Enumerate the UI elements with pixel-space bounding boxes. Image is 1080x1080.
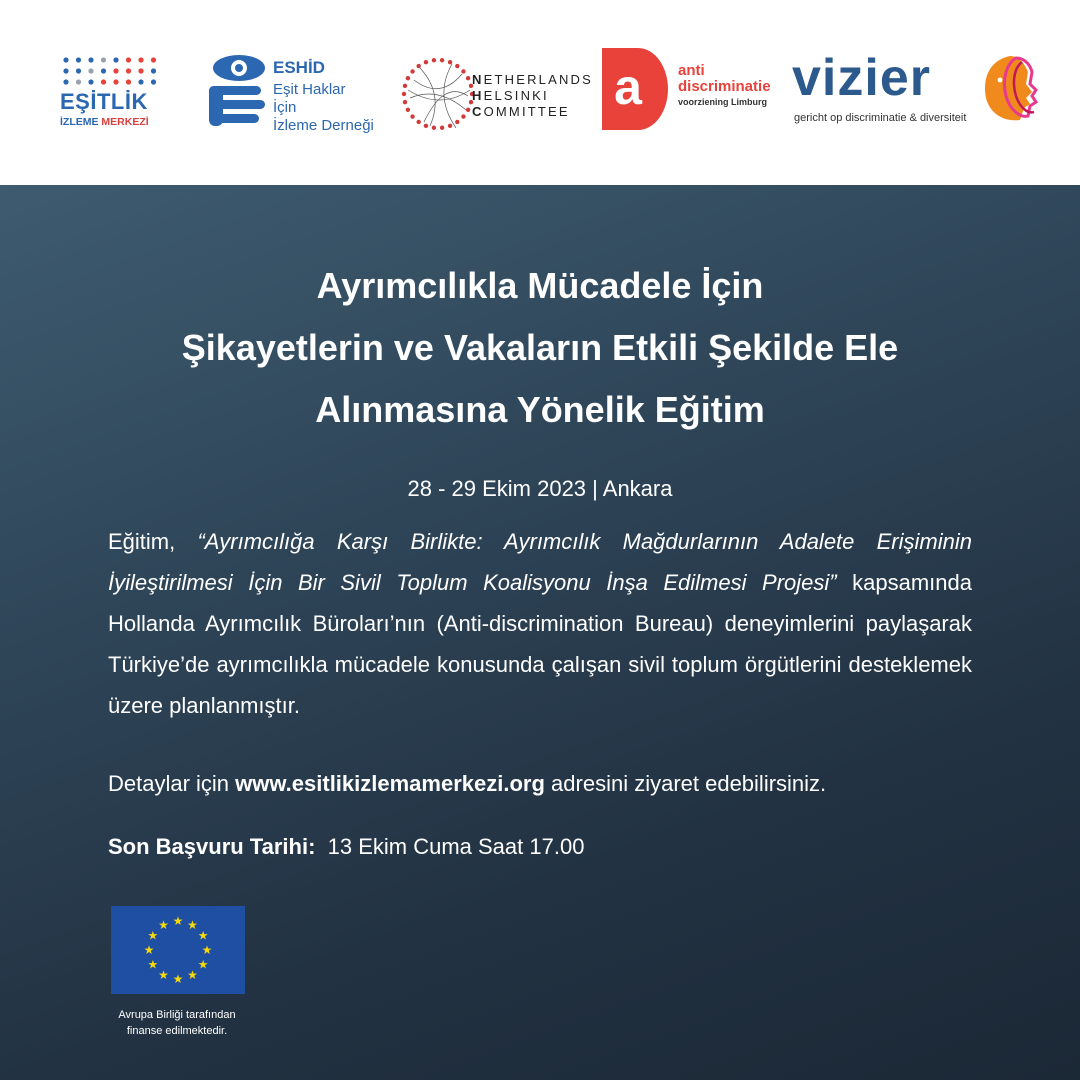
grid-dot [151, 68, 156, 73]
esitlik-logo-sub-right: MERKEZİ [101, 116, 149, 128]
application-deadline [108, 833, 988, 861]
ring-dot [466, 108, 470, 112]
nhc-logo [400, 50, 594, 138]
dotted-circle-icon [400, 50, 478, 138]
grid-dot [151, 57, 156, 62]
event-description [108, 521, 972, 726]
ring-dot [410, 69, 414, 73]
eu-star: ★ [197, 957, 209, 972]
grid-dot [88, 79, 93, 84]
grid-dot [126, 79, 131, 84]
eshid-logo-line2: İçin [273, 99, 297, 116]
nhc-initial-c: C [472, 104, 484, 119]
ring-dot [410, 114, 414, 118]
eu-star: ★ [143, 943, 155, 957]
eu-star: ★ [172, 914, 184, 928]
eu-caption-line2: finanse edilmektedir. [126, 1025, 228, 1037]
nhc-line2-rest: ELSINKI [483, 88, 549, 103]
ring-dot [403, 84, 407, 88]
esitlik-logo-word: EŞİTLİK [60, 89, 148, 114]
ring-dot [455, 64, 459, 68]
eshid-logo [205, 54, 385, 138]
logo-bar [0, 0, 1080, 185]
ring-dot [448, 124, 452, 128]
faces-profile-icon [980, 54, 1038, 124]
grid-dot [151, 79, 156, 84]
ring-dot [424, 124, 428, 128]
esitlik-logo-subtitle [60, 116, 149, 128]
grid-dot [101, 57, 106, 62]
ring-dot [461, 114, 465, 118]
eu-star: ★ [187, 917, 198, 932]
eu-funding-caption [96, 1007, 258, 1039]
description-project-name: “Ayrımcılığa Karşı Birlikte: Ayrımcılık Mağdurlarının Adalete Erişiminin İyileştirilmesi İçin Bir Sivil Toplum Koalisyonu İnşa Edilmesi Projesi” [108, 529, 972, 595]
vizier-logo-tagline: gericht op discriminatie & diversiteit [794, 112, 967, 124]
eshid-logo-line3: İzleme Derneği [273, 117, 374, 134]
ring-dot [440, 126, 444, 130]
nhc-line1-rest: ETHERLANDS [483, 72, 594, 87]
ring-dot [466, 76, 470, 80]
anti-logo-line1: anti [678, 62, 705, 79]
details-suffix: adresini ziyaret edebilirsiniz. [544, 771, 827, 796]
anti-discriminatie-logo [598, 48, 788, 130]
grid-dot [101, 79, 106, 84]
grid-dot [113, 79, 118, 84]
grid-dot [138, 79, 143, 84]
deadline-label: Son Başvuru Tarihi: [108, 834, 316, 859]
grid-dot [126, 68, 131, 73]
eu-star: ★ [187, 968, 198, 983]
deadline-value: 13 Ekim Cuma Saat 17.00 [315, 834, 585, 859]
eu-star: ★ [147, 928, 159, 943]
ring-dot [455, 120, 459, 124]
grid-dot [126, 57, 131, 62]
grid-dot [76, 57, 81, 62]
eu-star: ★ [147, 957, 159, 972]
ring-dot [448, 60, 452, 64]
ring-dot [461, 69, 465, 73]
title-line-3: Alınmasına Yönelik Eğitim [315, 389, 765, 430]
ring-dot [402, 92, 406, 96]
eu-star: ★ [201, 943, 213, 957]
grid-dot [63, 57, 68, 62]
page-title [0, 255, 1080, 441]
ring-dot [403, 100, 407, 104]
description-lead: Eğitim, [108, 529, 198, 554]
content-panel [0, 185, 1080, 1080]
ring-dot [424, 60, 428, 64]
ring-dot [406, 108, 410, 112]
letter-a-icon [598, 48, 668, 130]
eu-star: ★ [197, 928, 209, 943]
grid-dot [113, 68, 118, 73]
anti-logo-line2: discriminatie [678, 78, 771, 95]
ring-dot [440, 58, 444, 62]
grid-dot [138, 68, 143, 73]
nhc-initial-n: N [472, 72, 484, 87]
nhc-line3-rest: OMMITTEE [483, 104, 570, 119]
grid-dot [88, 57, 93, 62]
eshid-logo-title: ESHİD [273, 58, 325, 77]
nhc-logo-line1 [472, 72, 593, 88]
anti-logo-line3: voorziening Limburg [678, 97, 767, 107]
grid-dot [63, 68, 68, 73]
ring-dot [406, 76, 410, 80]
svg-text:a: a [614, 59, 642, 115]
eshid-logo-line1: Eşit Haklar [273, 81, 346, 98]
eu-star: ★ [158, 917, 169, 932]
nhc-initial-h: H [472, 88, 484, 103]
grid-dot [88, 68, 93, 73]
ring-dot [432, 126, 436, 130]
nhc-logo-line3 [472, 104, 570, 120]
ring-dot [432, 58, 436, 62]
esitlik-logo [60, 56, 164, 136]
ring-dot [416, 64, 420, 68]
eu-star: ★ [158, 968, 169, 983]
eu-caption-line1: Avrupa Birliği tarafından [118, 1009, 236, 1021]
title-line-2: Şikayetlerin ve Vakaların Etkili Şekilde Ele [181, 327, 899, 368]
dot-grid-icon [62, 56, 162, 86]
grid-dot [101, 68, 106, 73]
grid-dot [138, 57, 143, 62]
description-rest: kapsamında Hollanda Ayrımcılık Büroları’nın (Anti-discrimination Bureau) deneyimlerini paylaşarak Türkiye’de ayrımcılıkla mücadele konusunda çalışan sivil toplum örgütlerini desteklemek üzere planlanmıştır. [108, 570, 972, 718]
vizier-logo-word: vizier [792, 49, 931, 107]
grid-dot [113, 57, 118, 62]
eu-star: ★ [172, 972, 184, 986]
ring-dot [416, 120, 420, 124]
eu-stars [111, 906, 245, 994]
grid-dot [76, 79, 81, 84]
grid-dot [63, 79, 68, 84]
details-prefix: Detaylar için [108, 771, 236, 796]
website-link[interactable]: www.esitlikizlemamerkezi.org [235, 771, 545, 796]
details-line [108, 770, 988, 798]
vizier-logo [792, 49, 1042, 132]
title-line-1: Ayrımcılıkla Mücadele İçin [316, 265, 764, 306]
grid-dot [76, 68, 81, 73]
nhc-logo-line2 [472, 88, 549, 104]
eye-hand-icon [205, 54, 269, 134]
esitlik-logo-sub-left: İZLEME [60, 116, 99, 128]
event-date-location: 28 - 29 Ekim 2023 | Ankara [407, 476, 673, 501]
eu-flag-icon [111, 906, 245, 994]
